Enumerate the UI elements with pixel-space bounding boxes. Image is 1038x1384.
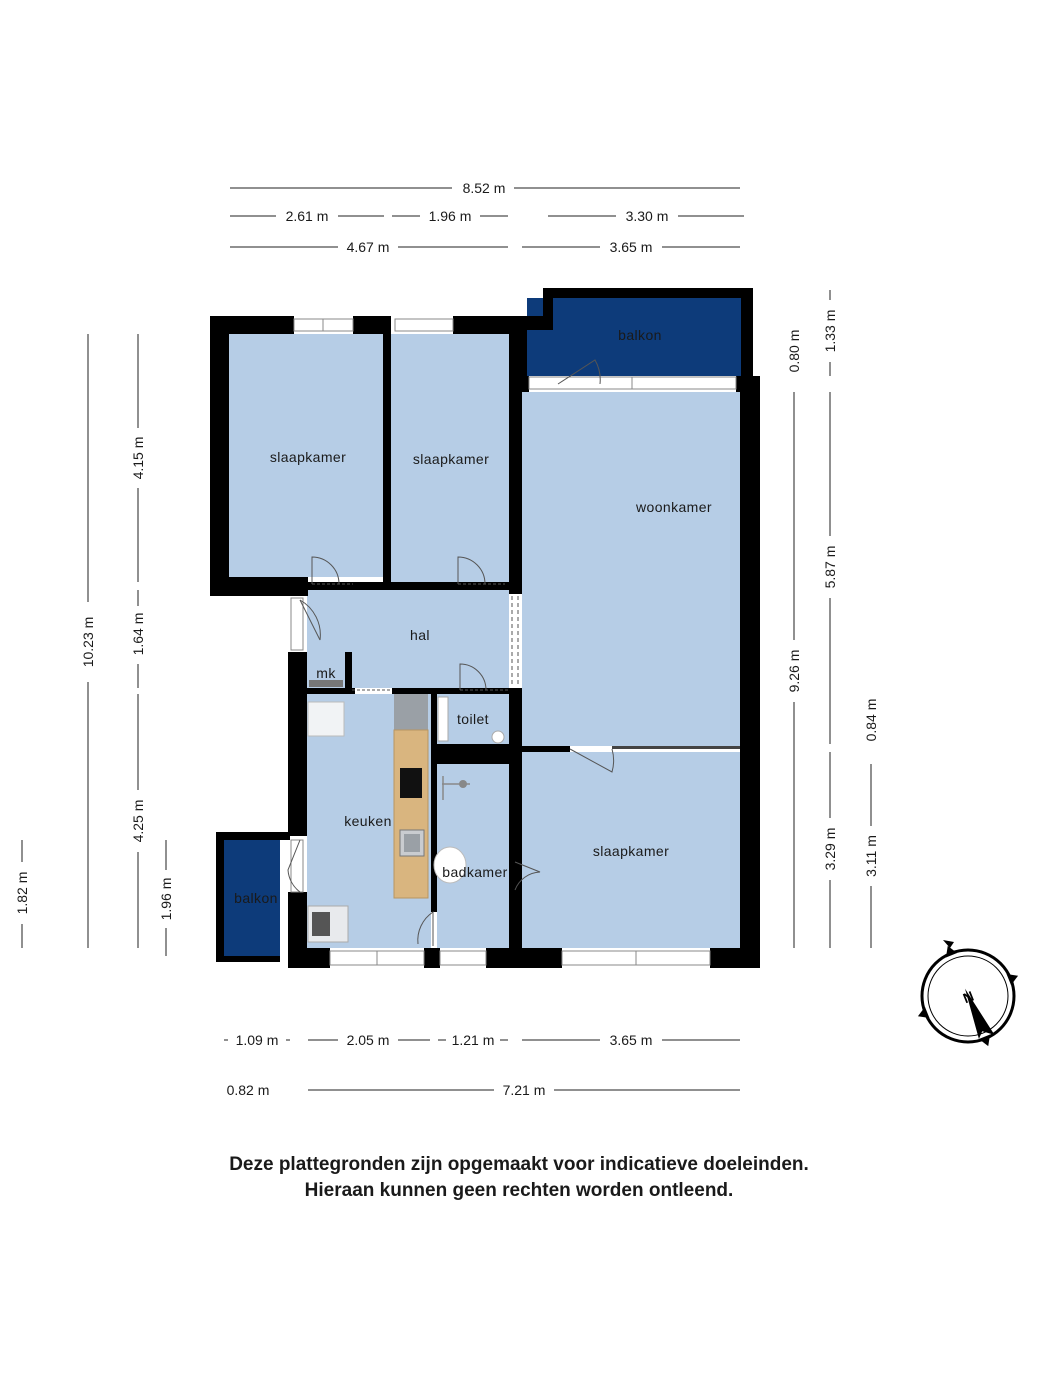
toilet-sink [492,731,504,743]
dim-top-total: 8.52 m [462,180,506,196]
dim-bottom-c: 1.21 m [451,1032,495,1048]
label-badkamer: badkamer [442,864,508,880]
dim-bottom-d: 3.65 m [609,1032,653,1048]
toilet-bowl [438,697,448,741]
label-balkon-bottom: balkon [234,890,278,906]
dim-left-e: 1.82 m [14,871,30,915]
kitchen-island [394,730,428,898]
dimensions-left [14,334,174,956]
label-balkon-top: balkon [618,327,662,343]
disclaimer-line-2: Hieraan kunnen geen rechten worden ontleend. [304,1180,734,1201]
label-slaapkamer-2: slaapkamer [412,451,490,467]
compass-north-label: N [960,987,977,1007]
dim-bottom2-b: 7.21 m [502,1082,546,1098]
dim-left-d: 1.96 m [158,877,174,921]
dim-right-c: 1.33 m [822,309,838,353]
dim-right-g: 3.11 m [863,835,879,877]
label-hal: hal [410,627,430,643]
dimensions-top [230,180,744,255]
label-slaapkamer-1: slaapkamer [269,449,347,465]
dim-right-d: 5.87 m [822,545,838,589]
compass-icon [916,940,1021,1048]
dimensions-right [786,290,879,948]
dim-bottom2-a: 0.82 m [226,1082,270,1098]
dim-left-b: 1.64 m [130,612,146,656]
disclaimer [0,1152,1038,1204]
dim-top-row3-a: 4.67 m [346,239,390,255]
label-keuken: keuken [344,813,392,829]
dim-top-row3-b: 3.65 m [609,239,653,255]
mk-unit [309,680,343,687]
dim-top-row2-b: 1.96 m [428,208,472,224]
dimensions-bottom [224,1032,740,1098]
dim-right-f: 0.84 m [863,698,879,742]
label-woonkamer: woonkamer [636,499,712,515]
appliance [308,702,344,736]
disclaimer-line-1: Deze plattegronden zijn opgemaakt voor indicatieve doeleinden. [229,1154,809,1175]
label-mk: mk [316,665,336,681]
cooktop [400,768,422,798]
dim-right-e: 3.29 m [822,827,838,871]
dim-right-b: 9.26 m [786,649,802,693]
label-slaapkamer-3: slaapkamer [592,843,670,859]
room-woonkamer [522,392,740,746]
label-toilet: toilet [457,711,489,727]
dim-left-c: 4.25 m [130,799,146,843]
dim-top-row2-c: 3.30 m [625,208,669,224]
dim-left-a: 4.15 m [130,436,146,480]
dim-bottom-a: 1.09 m [235,1032,279,1048]
dim-left-total: 10.23 m [80,616,96,668]
dim-right-a: 0.80 m [786,329,802,373]
dim-top-row2-a: 2.61 m [285,208,329,224]
kitchen-counter [394,694,428,730]
dim-bottom-b: 2.05 m [346,1032,390,1048]
